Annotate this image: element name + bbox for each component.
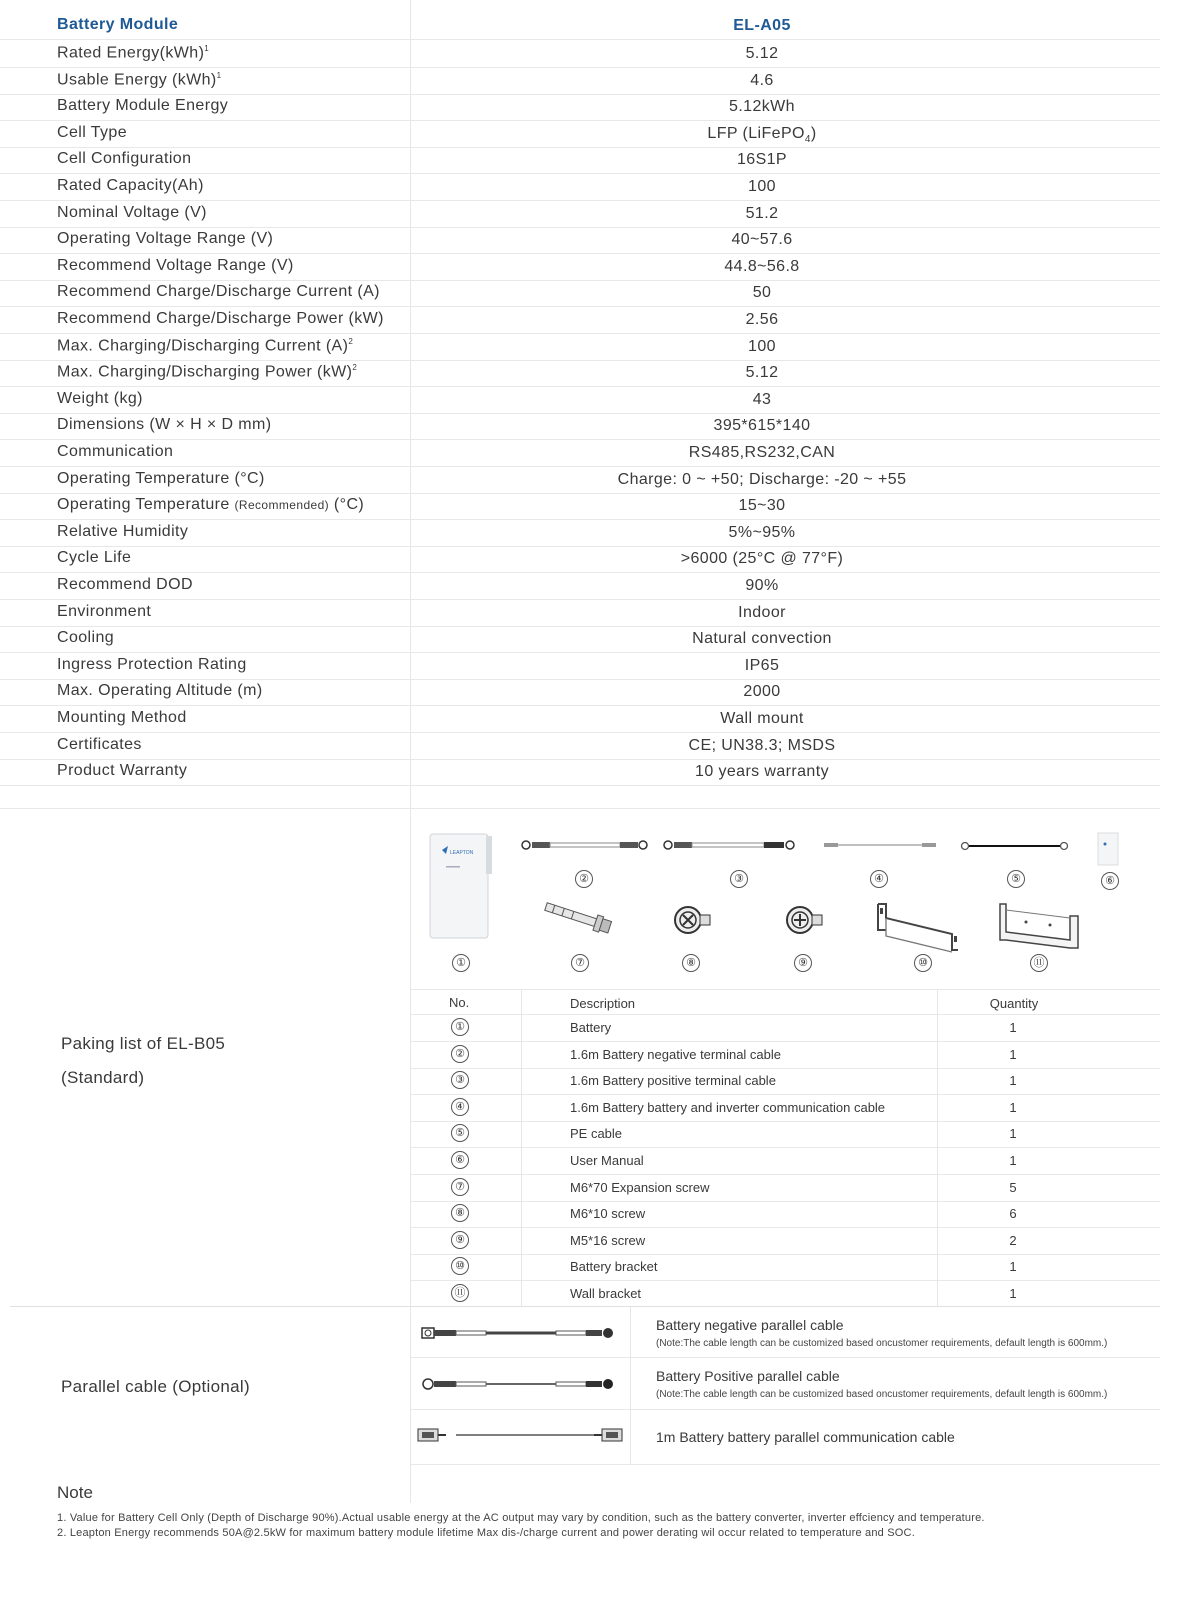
negative-parallel-cable-title: Battery negative parallel cable bbox=[656, 1317, 844, 1333]
parallel-row-communication bbox=[410, 1410, 1160, 1465]
spec-value: IP65 bbox=[744, 656, 780, 674]
spec-row bbox=[0, 40, 1160, 68]
spec-label: Operating Temperature (°C) bbox=[57, 469, 265, 487]
spec-value: 15~30 bbox=[738, 497, 786, 515]
packing-item-number: ② bbox=[451, 1045, 469, 1063]
spec-row bbox=[0, 678, 1160, 706]
spec-label: Environment bbox=[57, 602, 152, 620]
packing-header-row bbox=[410, 990, 1160, 1015]
spec-label: Battery Module Energy bbox=[57, 97, 229, 115]
spec-row bbox=[0, 67, 1160, 95]
user-manual-image bbox=[1097, 832, 1119, 866]
packing-item-description: PE cable bbox=[570, 1126, 623, 1142]
battery-brand-logo: LEAPTON bbox=[450, 850, 474, 856]
spec-label: Communication bbox=[57, 443, 174, 460]
spec-label: Recommend Charge/Discharge Power (kW) bbox=[57, 310, 384, 327]
spec-value: 5.12 bbox=[745, 45, 779, 62]
spec-value: Natural convection bbox=[692, 630, 832, 648]
packing-row bbox=[410, 1227, 1160, 1255]
packing-row bbox=[410, 1041, 1160, 1069]
battery-bracket-image bbox=[872, 898, 966, 958]
spec-value: 5.12 bbox=[745, 364, 779, 382]
spec-row bbox=[0, 599, 1160, 627]
spec-value: RS485,RS232,CAN bbox=[688, 444, 836, 461]
notes-title: Note bbox=[57, 1483, 93, 1502]
spec-value: Wall mount bbox=[720, 710, 804, 727]
spec-row bbox=[0, 545, 1160, 573]
spec-row bbox=[0, 439, 1160, 467]
item-number-6: ⑥ bbox=[1101, 872, 1119, 890]
packing-col-divider-1 bbox=[521, 990, 522, 1306]
spec-label: Ingress Protection Rating bbox=[57, 655, 247, 673]
spec-row bbox=[0, 466, 1160, 494]
packing-col-divider-2 bbox=[937, 990, 938, 1306]
item-number-9: ⑨ bbox=[794, 954, 812, 972]
spec-row bbox=[0, 359, 1160, 387]
spec-value: 10 years warranty bbox=[695, 763, 829, 781]
packing-item-quantity: 1 bbox=[1009, 1286, 1017, 1301]
positive-parallel-cable-title: Battery Positive parallel cable bbox=[656, 1368, 840, 1384]
packing-item-quantity: 5 bbox=[1009, 1179, 1017, 1195]
spec-label: Dimensions (W × H × D mm) bbox=[57, 416, 272, 434]
spec-value: 51.2 bbox=[745, 204, 779, 222]
m6-screw-image bbox=[670, 900, 714, 940]
packing-item-description: M6*70 Expansion screw bbox=[570, 1179, 710, 1195]
spec-label: Recommend Voltage Range (V) bbox=[57, 256, 294, 274]
spec-value: 40~57.6 bbox=[731, 231, 793, 249]
parallel-cable-title: Parallel cable (Optional) bbox=[61, 1377, 250, 1396]
packing-item-description: Wall bracket bbox=[570, 1286, 642, 1301]
packing-item-quantity: 1 bbox=[1009, 1126, 1017, 1142]
packing-item-number: ⑦ bbox=[451, 1178, 469, 1196]
spec-row bbox=[0, 200, 1160, 228]
packing-item-description: 1.6m Battery negative terminal cable bbox=[570, 1046, 781, 1062]
note-line-2: 2. Leapton Energy recommends 50A@2.5kW for maximum battery module lifetime Max dis-/charge current and power derating wil occur related to temperature and SOC. bbox=[57, 1527, 915, 1539]
packing-list-subtitle: (Standard) bbox=[61, 1068, 145, 1087]
spec-value: 5%~95% bbox=[728, 523, 796, 541]
spec-row bbox=[0, 93, 1160, 121]
spec-value: 395*615*140 bbox=[713, 417, 811, 435]
positive-parallel-cable-note: (Note:The cable length can be customized based oncustomer requirements, default length is 600mm.) bbox=[656, 1389, 1108, 1400]
negative-cable-image bbox=[520, 838, 650, 852]
negative-parallel-cable-note: (Note:The cable length can be customized based oncustomer requirements, default length is 600mm.) bbox=[656, 1338, 1108, 1349]
packing-item-number: ⑤ bbox=[451, 1124, 469, 1142]
spec-label: Cycle Life bbox=[57, 549, 132, 567]
spec-row bbox=[0, 412, 1160, 440]
packing-item-description: 1.6m Battery battery and inverter communication cable bbox=[570, 1099, 886, 1115]
spec-row bbox=[0, 253, 1160, 281]
item-number-2: ② bbox=[575, 870, 593, 888]
packing-item-description: Battery bracket bbox=[570, 1259, 658, 1275]
packing-row bbox=[410, 1200, 1160, 1228]
spec-value: >6000 (25°C @ 77°F) bbox=[680, 550, 844, 568]
packing-item-number: ③ bbox=[451, 1071, 469, 1089]
spec-label: Recommend Charge/Discharge Current (A) bbox=[57, 283, 380, 301]
spec-value: 5.12kWh bbox=[729, 98, 795, 116]
packing-row bbox=[410, 1253, 1160, 1281]
packing-item-number: ⑨ bbox=[451, 1231, 469, 1249]
packing-row bbox=[410, 1067, 1160, 1095]
spec-label: Relative Humidity bbox=[57, 522, 189, 540]
packing-item-description: User Manual bbox=[570, 1153, 644, 1168]
packing-row bbox=[410, 1094, 1160, 1122]
spec-value: LFP (LiFePO$_4$) bbox=[707, 124, 817, 145]
spec-row bbox=[0, 572, 1160, 600]
spec-label: Max. Charging/Discharging Power (kW)$^2$ bbox=[57, 363, 358, 381]
spec-value: 90% bbox=[745, 577, 779, 594]
expansion-screw-image bbox=[538, 898, 618, 938]
packing-item-number: ① bbox=[451, 1018, 469, 1036]
packing-item-description: M6*10 screw bbox=[570, 1206, 646, 1222]
battery-image bbox=[428, 832, 494, 940]
spec-label: Recommend DOD bbox=[57, 576, 193, 593]
spec-label: Cell Type bbox=[57, 123, 128, 141]
spec-value: 100 bbox=[748, 178, 776, 195]
spec-value: 2.56 bbox=[745, 311, 779, 328]
spec-value: CE; UN38.3; MSDS bbox=[688, 736, 836, 754]
item-number-3: ③ bbox=[730, 870, 748, 888]
spec-label: Usable Energy (kWh)$^1$ bbox=[57, 70, 222, 88]
packing-item-quantity: 2 bbox=[1009, 1232, 1017, 1248]
negative-parallel-cable-image bbox=[420, 1325, 620, 1341]
spec-value: 43 bbox=[752, 390, 772, 408]
packing-item-quantity: 1 bbox=[1009, 1099, 1017, 1115]
parallel-communication-cable-title: 1m Battery battery parallel communication cable bbox=[656, 1429, 955, 1445]
col-qty-header: Quantity bbox=[989, 996, 1039, 1011]
packing-item-number: ⑥ bbox=[451, 1151, 469, 1169]
packing-item-quantity: 1 bbox=[1009, 1046, 1017, 1062]
spec-value: 4.6 bbox=[750, 71, 774, 89]
spec-row bbox=[0, 492, 1160, 520]
packing-item-quantity: 1 bbox=[1009, 1073, 1017, 1089]
item-number-10: ⑩ bbox=[914, 954, 932, 972]
spec-row bbox=[0, 519, 1160, 547]
item-number-5: ⑤ bbox=[1007, 870, 1025, 888]
spec-label: Weight (kg) bbox=[57, 389, 143, 407]
packing-list-title: Paking list of EL-B05 bbox=[61, 1034, 226, 1053]
spec-row bbox=[0, 333, 1160, 361]
packing-item-number: ⑩ bbox=[451, 1257, 469, 1275]
spec-label: Max. Charging/Discharging Current $(A)^2$ bbox=[57, 336, 354, 354]
col-desc-header: Description bbox=[570, 996, 636, 1011]
item-number-4: ④ bbox=[870, 870, 888, 888]
packing-item-description: Battery bbox=[570, 1020, 612, 1035]
spec-row bbox=[0, 652, 1160, 680]
col-no-header: No. bbox=[449, 995, 470, 1010]
spec-label: Rated Energy(kWh)$^1$ bbox=[57, 44, 210, 62]
packing-row bbox=[410, 1174, 1160, 1202]
packing-item-description: 1.6m Battery positive terminal cable bbox=[570, 1073, 776, 1089]
spec-label: Certificates bbox=[57, 735, 142, 753]
parallel-communication-cable-image bbox=[416, 1426, 624, 1444]
spec-row bbox=[0, 306, 1160, 334]
spec-value: Charge: 0 ~ +50; Discharge: -20 ~ +55 bbox=[617, 470, 907, 488]
spec-label: Mounting Method bbox=[57, 709, 187, 726]
spec-header-label: Battery Module bbox=[57, 16, 179, 33]
packing-item-description: M5*16 screw bbox=[570, 1232, 646, 1248]
spec-label: Cooling bbox=[57, 629, 115, 647]
spec-row bbox=[0, 120, 1160, 148]
item-number-8: ⑧ bbox=[682, 954, 700, 972]
packing-item-quantity: 6 bbox=[1009, 1206, 1017, 1222]
positive-cable-image bbox=[662, 838, 798, 852]
spec-row bbox=[0, 625, 1160, 653]
spec-row bbox=[0, 146, 1160, 174]
m5-screw-image bbox=[782, 900, 826, 940]
spec-row bbox=[0, 386, 1160, 414]
packing-item-quantity: 1 bbox=[1009, 1259, 1017, 1275]
spec-label: Rated Capacity(Ah) bbox=[57, 177, 204, 194]
packing-row bbox=[410, 1014, 1160, 1042]
spec-value: 16S1P bbox=[736, 151, 788, 169]
spec-row bbox=[0, 705, 1160, 733]
spec-header-row bbox=[0, 12, 1160, 40]
item-number-1: ① bbox=[452, 954, 470, 972]
parallel-row-positive bbox=[410, 1358, 1160, 1410]
wall-bracket-image bbox=[996, 900, 1082, 950]
packing-item-number: ④ bbox=[451, 1098, 469, 1116]
spec-label: Product Warranty bbox=[57, 762, 188, 780]
parallel-row-negative bbox=[410, 1307, 1160, 1358]
spec-label: Nominal Voltage (V) bbox=[57, 203, 207, 221]
spec-row bbox=[0, 173, 1160, 201]
packing-row bbox=[410, 1280, 1160, 1307]
item-number-7: ⑦ bbox=[571, 954, 589, 972]
packing-item-quantity: 1 bbox=[1009, 1020, 1017, 1035]
spec-value: 100 bbox=[748, 337, 776, 355]
spec-value: 2000 bbox=[743, 683, 781, 701]
parallel-col-divider bbox=[630, 1307, 631, 1464]
spec-value: 44.8~56.8 bbox=[724, 257, 800, 275]
spec-label: Max. Operating Altitude (m) bbox=[57, 682, 263, 700]
spec-row bbox=[0, 758, 1160, 786]
packing-item-number: ⑧ bbox=[451, 1204, 469, 1222]
spec-value: Indoor bbox=[738, 603, 786, 621]
spec-label: Operating Voltage Range (V) bbox=[57, 230, 274, 248]
pe-cable-image bbox=[960, 840, 1070, 852]
item-number-11: ⑪ bbox=[1030, 954, 1048, 972]
spec-header-model: EL-A05 bbox=[733, 17, 791, 34]
spec-row bbox=[0, 226, 1160, 254]
packing-row bbox=[410, 1147, 1160, 1175]
note-line-1: 1. Value for Battery Cell Only (Depth of Discharge 90%).Actual usable energy at the AC output may vary by condition, such as the battery converter, inverter effciency and temperature. bbox=[57, 1512, 985, 1524]
positive-parallel-cable-image bbox=[420, 1376, 620, 1392]
spec-row bbox=[0, 732, 1160, 760]
packing-row bbox=[410, 1120, 1160, 1148]
spec-label: Operating Temperature (Recommended) (°C) bbox=[57, 496, 365, 514]
spec-value: 50 bbox=[752, 284, 772, 302]
spec-label: Cell Configuration bbox=[57, 150, 192, 168]
spec-row bbox=[0, 279, 1160, 307]
section-rule bbox=[0, 808, 1160, 809]
packing-item-number: ⑪ bbox=[451, 1284, 469, 1302]
communication-cable-image bbox=[822, 840, 938, 850]
packing-item-quantity: 1 bbox=[1009, 1153, 1017, 1168]
